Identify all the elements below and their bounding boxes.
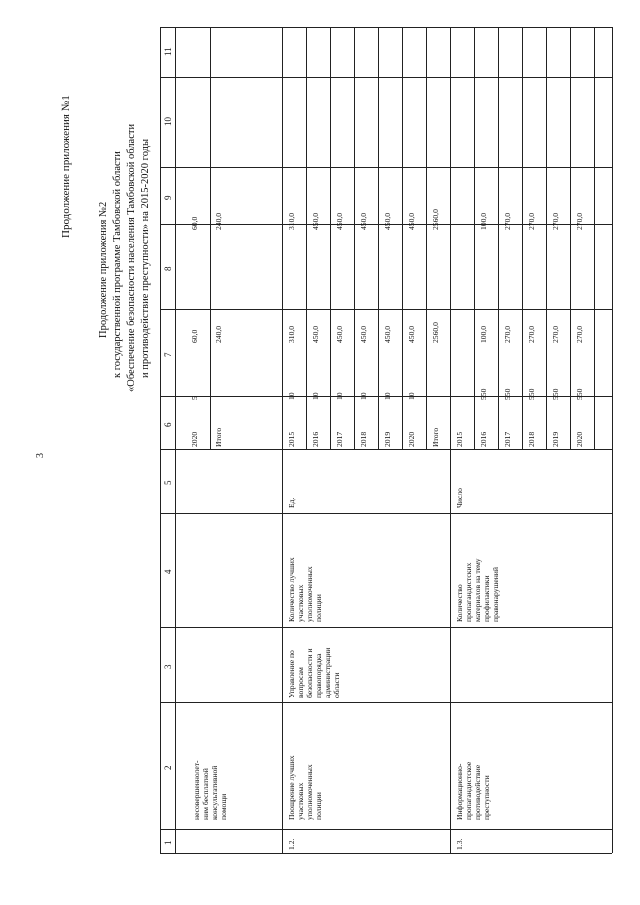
table-cell: 550 [503, 388, 512, 400]
table-cell: Количество лучших участковых уполномоченных полиции [287, 557, 323, 622]
grid-line [354, 27, 355, 449]
column-number: 2 [163, 765, 173, 770]
grid-line [522, 27, 523, 449]
table-cell: 100,0 [479, 212, 488, 230]
table-cell: Управление по вопросам безопасности и правопорядка администрации области [287, 647, 341, 698]
table-cell: 60,0 [190, 329, 199, 343]
grid-line [160, 27, 612, 28]
table-cell: Число [455, 488, 464, 508]
table-cell: 270,0 [575, 325, 584, 343]
table-cell: 2020 [575, 431, 584, 447]
table-cell: 270,0 [503, 212, 512, 230]
grid-line [450, 27, 451, 853]
table-cell: 10 [311, 392, 320, 400]
table-cell: 240,0 [214, 212, 223, 230]
column-number: 3 [163, 664, 173, 669]
grid-line [306, 27, 307, 449]
table-cell: 2015 [287, 431, 296, 447]
table-cell: 2015 [455, 431, 464, 447]
table-cell: 550 [575, 388, 584, 400]
table-cell: Количество пропагандистских материалов на тему профилактики правонарушений [455, 558, 500, 622]
table-cell: 1.3. [455, 838, 464, 850]
table-cell: 450,0 [359, 212, 368, 230]
column-number: 5 [163, 480, 173, 485]
table-cell: 60,0 [190, 216, 199, 230]
appendix-line-2: к государственной программе Тамбовской области [112, 151, 123, 378]
program-table [160, 27, 612, 853]
table-cell: 2019 [551, 431, 560, 447]
appendix-line-3: «Обеспечение безопасности населения Тамбовской области [126, 123, 137, 392]
table-cell: Информационно- пропагандистское противодействие преступности [455, 761, 491, 820]
table-cell: Ед. [287, 497, 296, 508]
grid-line [594, 27, 595, 449]
table-cell: 10 [383, 392, 392, 400]
table-cell: 1.2. [287, 838, 296, 850]
table-cell: 2017 [503, 431, 512, 447]
table-cell: 270,0 [527, 212, 536, 230]
grid-line [546, 27, 547, 449]
grid-line [402, 27, 403, 449]
grid-line [160, 829, 612, 830]
grid-line [160, 513, 612, 514]
grid-line [378, 27, 379, 449]
column-number: 8 [163, 266, 173, 271]
table-cell: несовершеннолет- ним бесплатной консультативной помощи [192, 760, 228, 820]
grid-line [160, 167, 612, 168]
table-cell: 450,0 [359, 325, 368, 343]
grid-line [330, 27, 331, 449]
grid-line [160, 449, 612, 450]
column-number: 4 [163, 569, 173, 574]
table-cell: 270,0 [527, 325, 536, 343]
table-cell: 100,0 [479, 325, 488, 343]
grid-line [282, 27, 283, 853]
page-number: 3 [35, 453, 46, 458]
table-cell: 10 [359, 392, 368, 400]
table-cell: 270,0 [551, 325, 560, 343]
table-cell: 270,0 [503, 325, 512, 343]
table-cell: 2016 [311, 431, 320, 447]
table-cell: 550 [479, 388, 488, 400]
table-cell: 550 [527, 388, 536, 400]
column-number: 10 [163, 117, 173, 126]
grid-line [498, 27, 499, 449]
table-cell: 2019 [383, 431, 392, 447]
grid-line [210, 27, 211, 449]
table-cell: 240,0 [214, 325, 223, 343]
grid-line [160, 853, 612, 854]
grid-line [160, 627, 612, 628]
table-cell: 450,0 [335, 212, 344, 230]
table-cell: 450,0 [383, 212, 392, 230]
table-cell: 450,0 [311, 212, 320, 230]
table-cell: 270,0 [575, 212, 584, 230]
table-cell: 450,0 [383, 325, 392, 343]
table-cell: 550 [551, 388, 560, 400]
column-number: 1 [163, 840, 173, 845]
continuation-title: Продолжение приложения №1 [60, 95, 72, 238]
table-cell: Итого [431, 427, 440, 447]
table-cell: 2020 [407, 431, 416, 447]
table-cell: 310,0 [287, 212, 296, 230]
column-number: 9 [163, 195, 173, 200]
column-number: 11 [163, 47, 173, 56]
table-cell: 2018 [359, 431, 368, 447]
column-number: 6 [163, 422, 173, 427]
table-cell: 310,0 [287, 325, 296, 343]
grid-line [160, 27, 161, 853]
table-cell: 450,0 [335, 325, 344, 343]
grid-line [175, 27, 176, 853]
column-number: 7 [163, 352, 173, 357]
table-cell: 5 [190, 396, 199, 400]
appendix-line-1: Продолжение приложения №2 [98, 201, 109, 338]
grid-line [160, 77, 612, 78]
table-cell: 2016 [479, 431, 488, 447]
grid-line [474, 27, 475, 449]
table-cell: 2017 [335, 431, 344, 447]
grid-line [426, 27, 427, 449]
table-cell: 10 [287, 392, 296, 400]
grid-line [570, 27, 571, 449]
table-cell: 450,0 [407, 212, 416, 230]
table-cell: 10 [407, 392, 416, 400]
table-cell: 2018 [527, 431, 536, 447]
table-cell: 450,0 [407, 325, 416, 343]
table-cell: 2560,0 [431, 209, 440, 230]
grid-line [612, 27, 613, 853]
table-cell: 10 [335, 392, 344, 400]
table-cell: 450,0 [311, 325, 320, 343]
table-cell: 2020 [190, 431, 199, 447]
appendix-line-4: и противодействие преступности» на 2015-2020 годы [140, 138, 151, 378]
table-cell: 2560,0 [431, 322, 440, 343]
table-cell: Итого [214, 427, 223, 447]
table-cell: Поощрение лучших участковых уполномоченных полиции [287, 755, 323, 820]
table-cell: 270,0 [551, 212, 560, 230]
